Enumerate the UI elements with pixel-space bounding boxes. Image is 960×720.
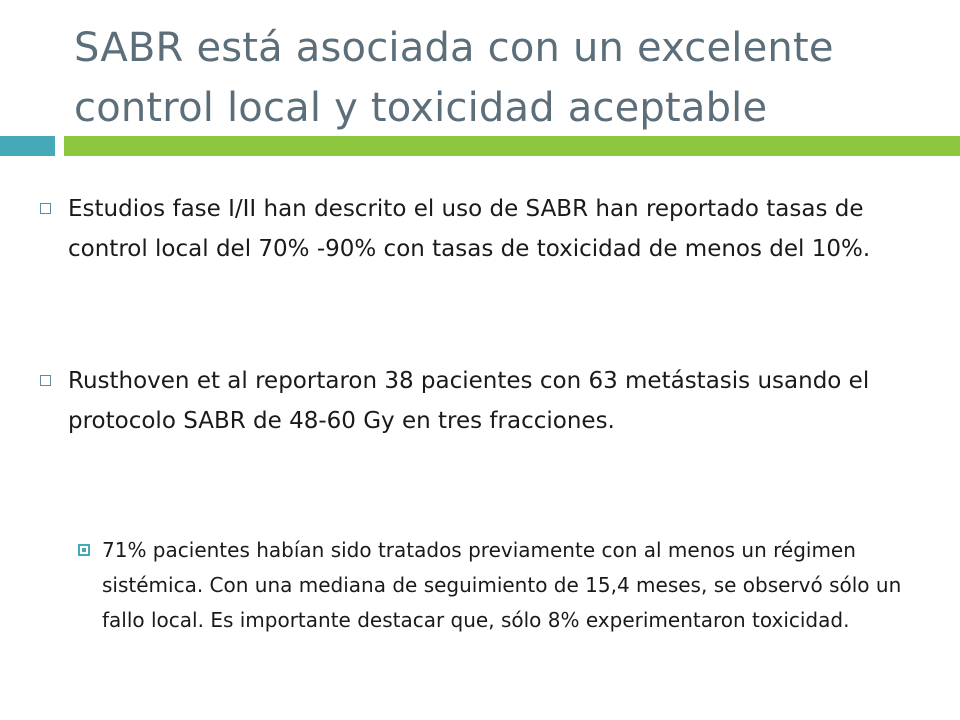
bullet-marker-2 [40,375,51,386]
bullet-2-text: Rusthoven et al reportaron 38 pacientes con 63 metástasis usando el protocolo SABR de 48-60 Gy en tres fracciones. [68,368,870,434]
bullet-1-text: Estudios fase I/II han descrito el uso de SABR han reportado tasas de control local del 70% -90% con tasas de toxicidad de menos del 10%. [68,196,871,262]
sub-bullet-1-text: 71% pacientes habían sido tratados previamente con al menos un régimen sistémica. Con una mediana de seguimiento de 15,4 meses, se observó sólo un fallo local. Es importante destacar que, sólo 8% experimentaron toxicidad. [102,538,902,632]
sub-bullet-marker-1 [78,544,90,556]
slide-title: SABR está asociada con un excelente control local y toxicidad aceptable [74,25,834,131]
bullet-marker-1 [40,203,51,214]
title-rule-teal [0,136,55,156]
title-rule-green [64,136,960,156]
